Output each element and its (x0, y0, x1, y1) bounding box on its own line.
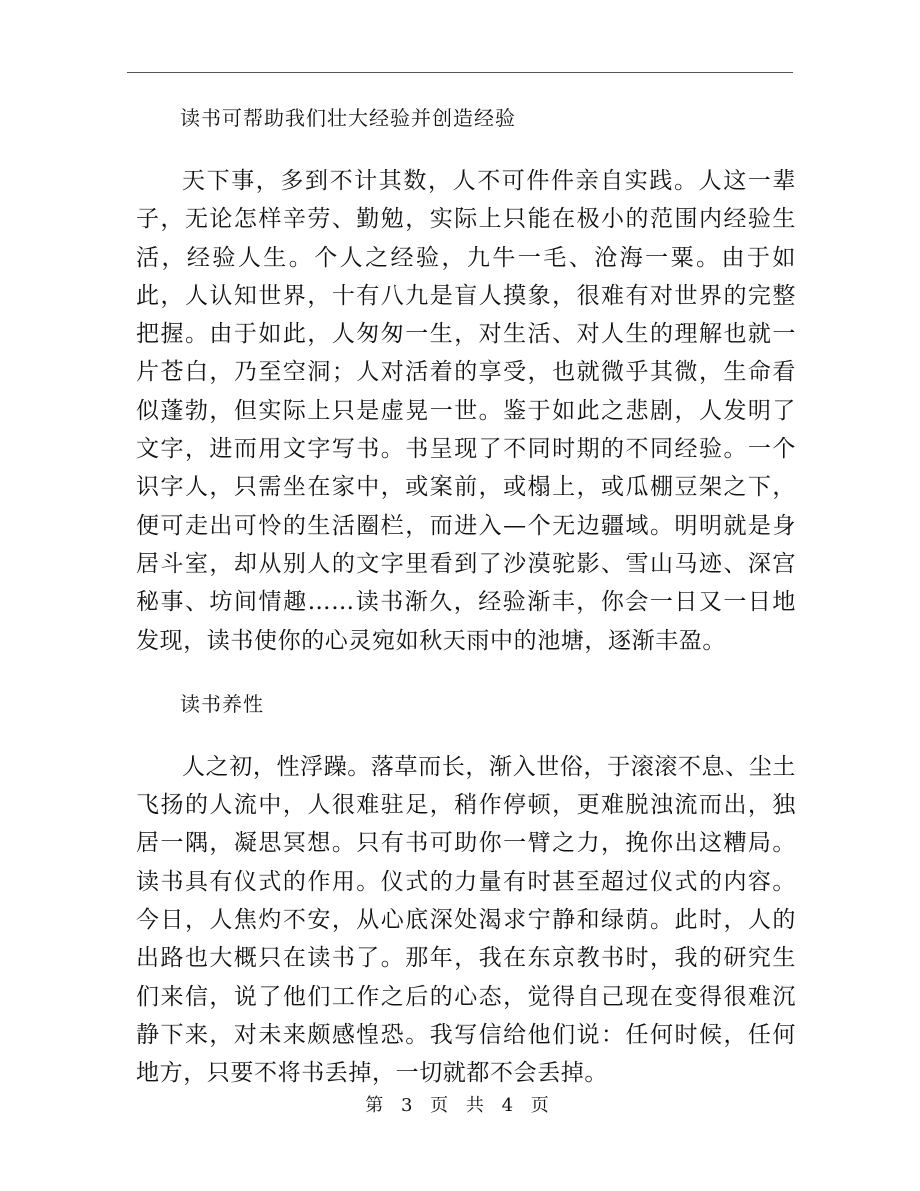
document-page (136, 100, 796, 1119)
section-paragraph-reading-temperament: 人之初，性浮躁。落草而长，渐入世俗，于滚滚不息、尘土飞扬的人流中，人很难驻足，稍作停顿，更难脱浊流而出，独居一隅，凝思冥想。只有书可助你一臂之力，挽你出这糟局。读书具有仪式的作用。仪式的力量有时甚至超过仪式的内容。今日，人焦灼不安，从心底深处渴求宁静和绿荫。此时，人的出路也大概只在读书了。那年，我在东京教书时，我的研究生们来信，说了他们工作之后的心态，觉得自己现在变得很难沉静下来，对未来颇感惶恐。我写信给他们说：任何时候，任何地方，只要不将书丢掉，一切就都不会丢掉。 (136, 753, 796, 1087)
section-heading-reading-temperament: 读书养性 (180, 691, 264, 716)
page-number-footer: 第 3 页 共 4 页 (365, 1095, 555, 1116)
header-rule (127, 72, 793, 73)
section-paragraph-reading-experience: 天下事，多到不计其数，人不可件件亲自实践。人这一辈子，无论怎样辛劳、勤勉，实际上只能在极小的范围内经验生活，经验人生。个人之经验，九牛一毛、沧海一粟。由于如此，人认知世界，十有八九是盲人摸象，很难有对世界的完整把握。由于如此，人匆匆一生，对生活、对人生的理解也就一片苍白，乃至空洞；人对活着的享受，也就微乎其微，生命看似蓬勃，但实际上只是虚晃一世。鉴于如此之悲剧，人发明了文字，进而用文字写书。书呈现了不同时期的不同经验。一个识字人，只需坐在家中，或案前，或榻上，或瓜棚豆架之下，便可走出可怜的生活圈栏，而进入—个无边疆域。明明就是身居斗室，却从别人的文字里看到了沙漠驼影、雪山马迹、深宫秘事、坊间情趣……读书渐久，经验渐丰，你会一日又一日地发现，读书使你的心灵宛如秋天雨中的池塘，逐渐丰盈。 (136, 168, 796, 654)
section-heading-reading-experience: 读书可帮助我们壮大经验并创造经验 (180, 106, 516, 130)
